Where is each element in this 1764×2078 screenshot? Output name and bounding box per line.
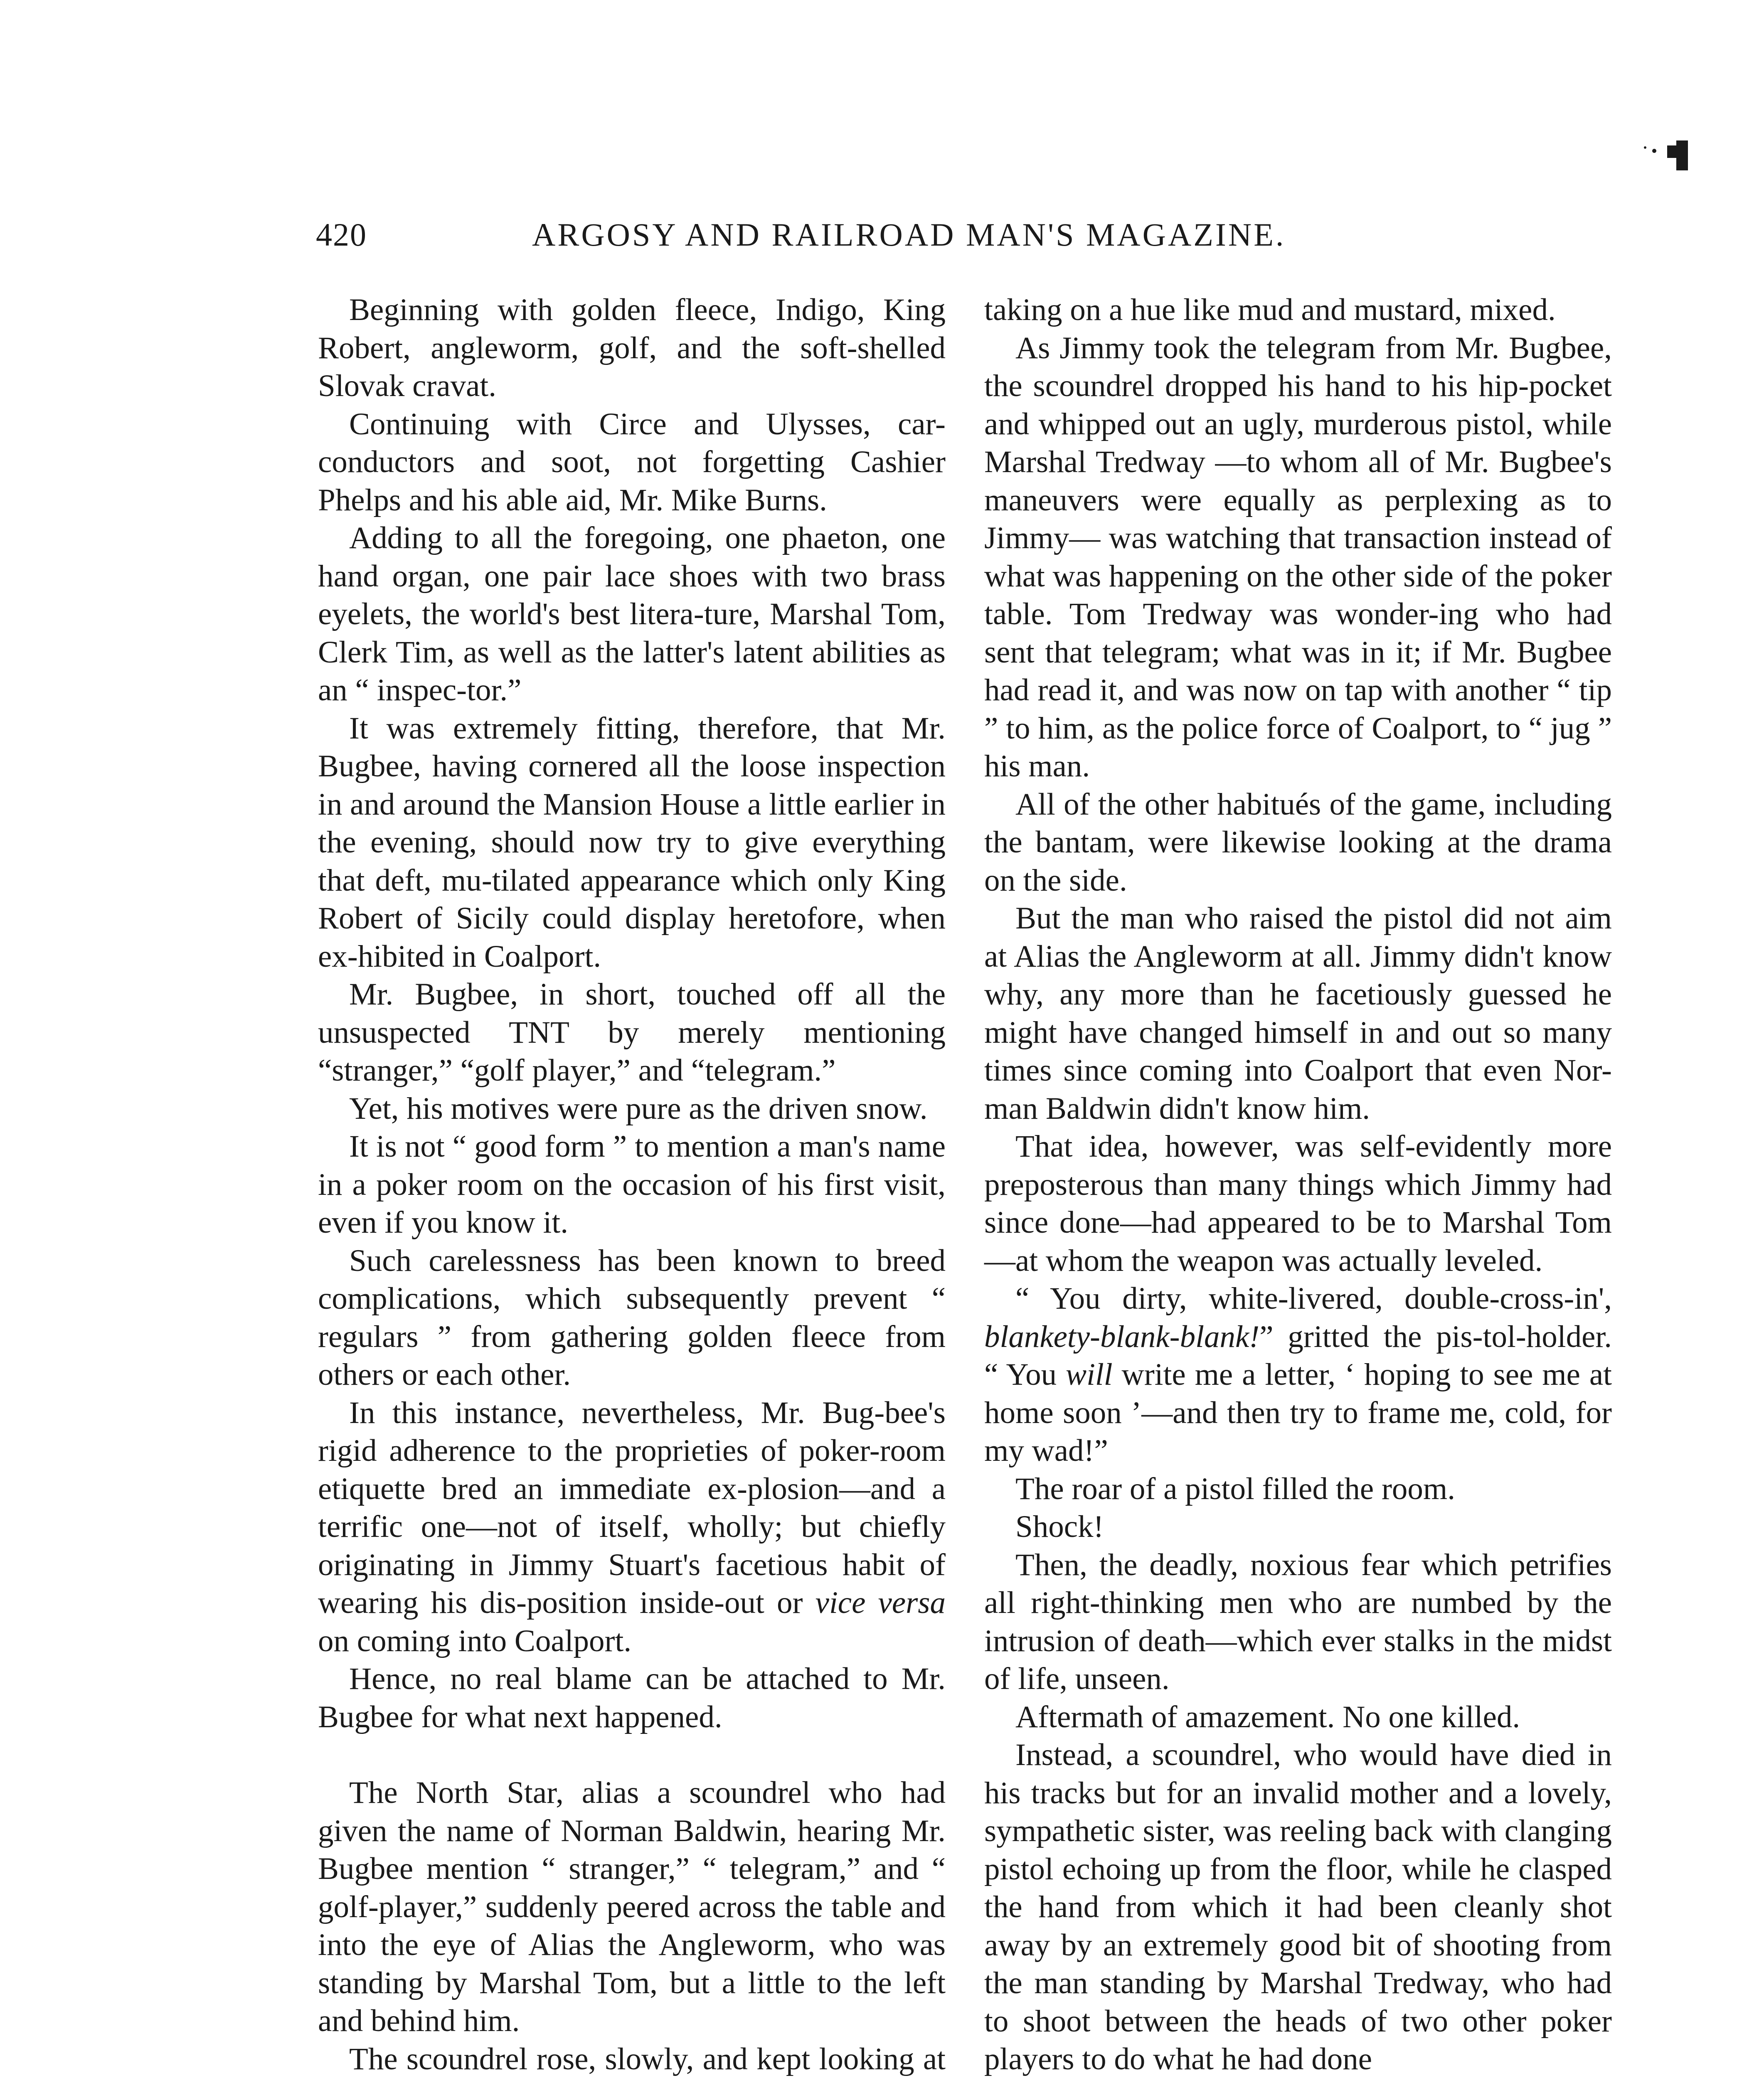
corner-ink-mark [1644, 137, 1698, 175]
paragraph: Instead, a scoundrel, who would have died in his tracks but for an invalid mother and a lovely, sympathetic sister, was reeling back with clanging pistol echoing up from the floor, while he clasped the hand from which it had been cleanly shot away by an extremely good bit of shooting from the man standing by Marshal Tredway, who had to shoot between the heads of two other poker players to do what he had done [984, 1738, 1612, 2076]
running-head [316, 216, 1617, 266]
page-number: 420 [316, 217, 367, 253]
paragraph: But the man who raised the pistol did not aim at Alias the Angleworm at all. Jimmy didn't know why, any more than he facetiously guessed he might have changed himself in and out so many times since coming into Coalport that even Nor-man Baldwin didn't know him. [984, 901, 1612, 1126]
paragraph: Yet, his motives were pure as the driven snow. [349, 1091, 928, 1126]
paragraph: Mr. Bugbee, in short, touched off all the unsuspected TNT by merely mentioning “stranger,” “golf player,” and “telegram.” [318, 977, 946, 1088]
paragraph: Beginning with golden fleece, Indigo, King Robert, angleworm, golf, and the soft-shelled Slovak cravat. [318, 293, 946, 403]
paragraph: Aftermath of amazement. No one killed. [1015, 1699, 1520, 1734]
paragraph: The North Star, alias a scoundrel who had given the name of Norman Baldwin, hearing Mr. Bugbee mention “ stranger,” “ telegram,” and “ golf-player,” suddenly peered across the table and into the eye of Alias the Angleworm, who was standing by Marshal Tom, but a little to the left and behind him. [318, 1775, 946, 2038]
left-column [318, 291, 946, 2078]
paragraph: That idea, however, was self-evidently more preposterous than many things which Jimmy had since done—had appeared to be to Marshal Tom—at whom the weapon was actually leveled. [984, 1129, 1612, 1278]
paragraph: The scoundrel rose, slowly, and kept looking at [349, 2041, 946, 2076]
paragraph: As Jimmy took the telegram from Mr. Bugbee, the scoundrel dropped his hand to his hip-pocket and whipped out an ugly, murderous pistol, while Marshal Tredway —to whom all of Mr. Bugbee's maneuvers were equally as perplexing as to Jimmy— was watching that transaction instead of what was happening on the other side of the poker table. Tom Tredway was wonder-ing who had sent that telegram; what was in it; if Mr. Bugbee had read it, and was now on tap with another “ tip ” to him, as the police force of Coalport, to “ jug ” his man. [984, 330, 1612, 783]
paragraph: Such carelessness has been known to breed complications, which subsequently prevent “ regulars ” from gathering golden fleece from others or each other. [318, 1243, 946, 1392]
paragraph: Adding to all the foregoing, one phaeton, one hand organ, one pair lace shoes with two brass eyelets, the world's best litera-ture, Marshal Tom, Clerk Tim, as well as the latter's latent abilities as an “ inspec-tor.” [318, 521, 946, 707]
paragraph: The roar of a pistol filled the room. [1015, 1471, 1456, 1506]
magazine-title: ARGOSY AND RAILROAD MAN'S MAGAZINE. [532, 217, 1286, 253]
paragraph: It was extremely fitting, therefore, that Mr. Bugbee, having cornered all the loose inspection in and around the Mansion House a little earlier in the evening, should now try to give everything that deft, mu-tilated appearance which only King Robert of Sicily could display heretofore, when ex-hibited in Coalport. [318, 711, 946, 974]
right-column [984, 291, 1612, 2078]
paragraph: Then, the deadly, noxious fear which petrifies all right-thinking men who are numbed by the intrusion of death—which ever stalks in the midst of life, unseen. [984, 1547, 1612, 1696]
paragraph: In this instance, nevertheless, Mr. Bug-bee's rigid adherence to the proprieties of poker-room etiquette bred an immediate ex-plosion—and a terrific one—not of itself, wholly; but chiefly originating in Jimmy Stuart's facetious habit of wearing his dis-position inside-out or vice versa on coming into Coalport. [318, 1395, 946, 1658]
paragraph: All of the other habitués of the game, including the bantam, were likewise looking at the drama on the side. [984, 787, 1612, 898]
paragraph: It is not “ good form ” to mention a man's name in a poker room on the occasion of his first visit, even if you know it. [318, 1129, 946, 1240]
paragraph: Hence, no real blame can be attached to Mr. Bugbee for what next happened. [318, 1662, 946, 1734]
paragraph: “ You dirty, white-livered, double-cross-in', blankety-blank-blank!” gritted the pis-tol-holder. “ You will write me a letter, ‘ hoping to see me at home soon ’—and then try to frame me, cold, for my wad!” [984, 1281, 1612, 1468]
paragraph: Shock! [1015, 1509, 1104, 1544]
paragraph: Continuing with Circe and Ulysses, car-conductors and soot, not forgetting Cashier Phelps and his able aid, Mr. Mike Burns. [318, 406, 946, 517]
paragraph-continued: taking on a hue like mud and mustard, mixed. [984, 293, 1556, 327]
